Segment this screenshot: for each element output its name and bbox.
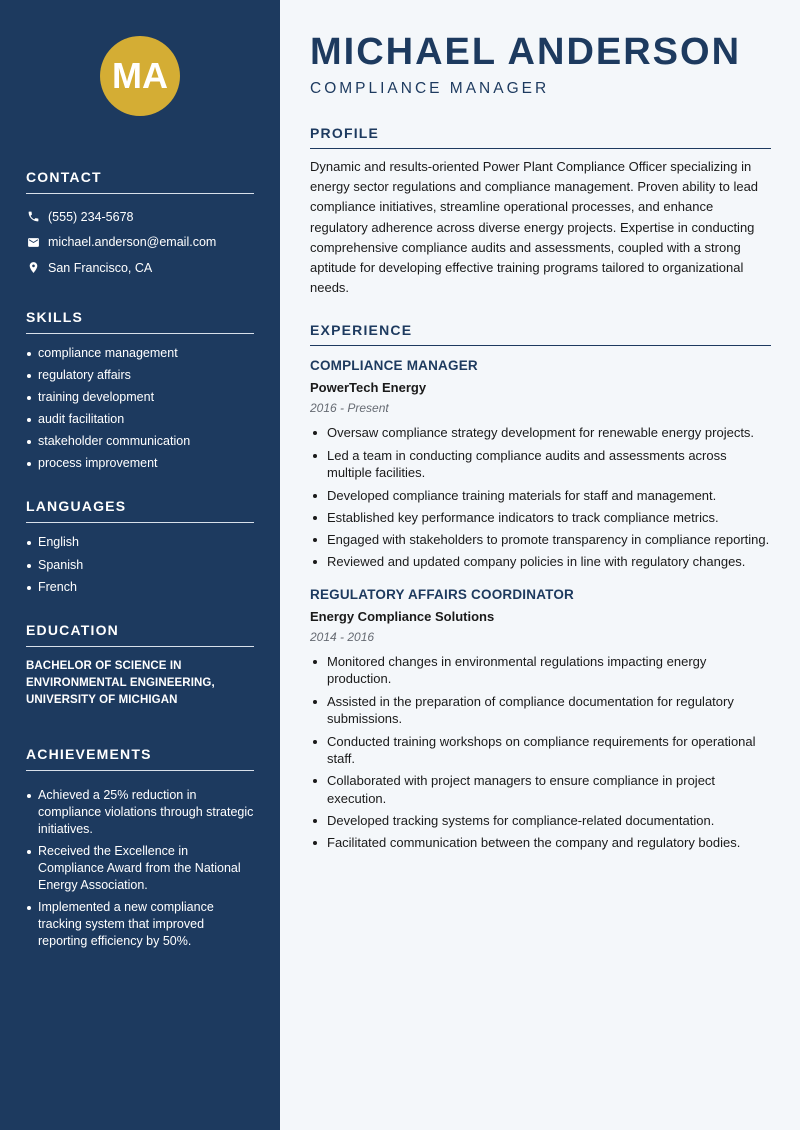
skills-heading: SKILLS <box>26 309 254 334</box>
achievement-item: Implemented a new compliance tracking system that improved reporting efficiency by 50%. <box>26 899 254 950</box>
language-item: Spanish <box>26 557 254 574</box>
location-pin-icon <box>26 261 40 275</box>
profile-text: Dynamic and results-oriented Power Plant Compliance Officer specializing in energy sector regulations and compliance management. Proven ability to lead compliance initiatives, streamline operational processes, and enhance regulatory adherence across diverse energy projects. Expertise in conducting comprehensive compliance audits and assessments, coupled with a strong aptitude for developing effective training programs tailored to organizational needs. <box>310 159 759 296</box>
job-bullet: Developed compliance training materials for staff and management. <box>310 487 771 505</box>
job-bullet: Collaborated with project managers to ensure compliance in project execution. <box>310 772 771 807</box>
contact-email <box>26 230 254 256</box>
contact-phone <box>26 204 254 230</box>
job-dates: 2016 - Present <box>310 401 389 416</box>
language-item: French <box>26 579 254 596</box>
job-bullet: Established key performance indicators to track compliance metrics. <box>310 509 771 527</box>
avatar-initials: MA <box>100 36 180 116</box>
job-company: Energy Compliance Solutions <box>310 608 495 624</box>
phone-icon <box>26 210 40 224</box>
skill-item: audit facilitation <box>26 411 254 428</box>
sidebar <box>0 0 280 1130</box>
email-icon <box>26 235 40 249</box>
main-content <box>280 0 800 1130</box>
languages-list <box>26 534 254 595</box>
experience-heading: EXPERIENCE <box>310 322 771 346</box>
education-degree: BACHELOR OF SCIENCE IN ENVIRONMENTAL ENGINEERING, UNIVERSITY OF MICHIGAN <box>26 659 215 706</box>
profile-heading: PROFILE <box>310 125 771 149</box>
skill-item: compliance management <box>26 345 254 362</box>
job-bullets <box>310 653 771 852</box>
skills-list <box>26 345 254 473</box>
job-role: REGULATORY AFFAIRS COORDINATOR <box>310 586 575 602</box>
skill-item: regulatory affairs <box>26 367 254 384</box>
profile-section <box>310 125 771 298</box>
experience-section <box>310 322 771 851</box>
contact-heading: CONTACT <box>26 169 254 194</box>
job-entry <box>310 358 771 570</box>
job-bullet: Facilitated communication between the company and regulatory bodies. <box>310 834 771 852</box>
skill-item: stakeholder communication <box>26 433 254 450</box>
languages-section <box>26 498 254 595</box>
skill-item: process improvement <box>26 455 254 472</box>
achievement-item: Achieved a 25% reduction in compliance violations through strategic initiatives. <box>26 787 254 838</box>
achievements-section <box>26 746 254 950</box>
job-bullet: Monitored changes in environmental regulations impacting energy production. <box>310 653 771 688</box>
achievements-heading: ACHIEVEMENTS <box>26 746 254 771</box>
job-bullets <box>310 424 771 570</box>
education-section <box>26 622 254 709</box>
job-bullet: Conducted training workshops on compliance requirements for operational staff. <box>310 733 771 768</box>
job-bullet: Led a team in conducting compliance audits and assessments across multiple facilities. <box>310 447 771 482</box>
skills-section <box>26 309 254 473</box>
job-company: PowerTech Energy <box>310 380 427 396</box>
job-bullet: Developed tracking systems for compliance-related documentation. <box>310 812 771 830</box>
contact-section <box>26 169 254 281</box>
phone-text: (555) 234-5678 <box>48 209 134 224</box>
job-bullet: Assisted in the preparation of compliance documentation for regulatory submissions. <box>310 693 771 728</box>
languages-heading: LANGUAGES <box>26 498 254 523</box>
job-entry <box>310 587 771 852</box>
skill-item: training development <box>26 389 254 406</box>
candidate-name: MICHAEL ANDERSON <box>310 31 742 73</box>
job-dates: 2014 - 2016 <box>310 629 375 644</box>
language-item: English <box>26 534 254 551</box>
job-role: COMPLIANCE MANAGER <box>310 358 478 374</box>
location-text: San Francisco, CA <box>48 260 153 275</box>
job-bullet: Oversaw compliance strategy development for renewable energy projects. <box>310 424 771 442</box>
candidate-title: COMPLIANCE MANAGER <box>310 80 550 97</box>
achievement-item: Received the Excellence in Compliance Award from the National Energy Association. <box>26 843 254 894</box>
achievements-list <box>26 787 254 950</box>
job-bullet: Reviewed and updated company policies in line with regulatory changes. <box>310 553 771 571</box>
job-bullet: Engaged with stakeholders to promote transparency in compliance reporting. <box>310 531 771 549</box>
contact-list <box>26 204 254 281</box>
email-text: michael.anderson@email.com <box>48 235 217 250</box>
education-heading: EDUCATION <box>26 622 254 647</box>
contact-location <box>26 255 254 281</box>
